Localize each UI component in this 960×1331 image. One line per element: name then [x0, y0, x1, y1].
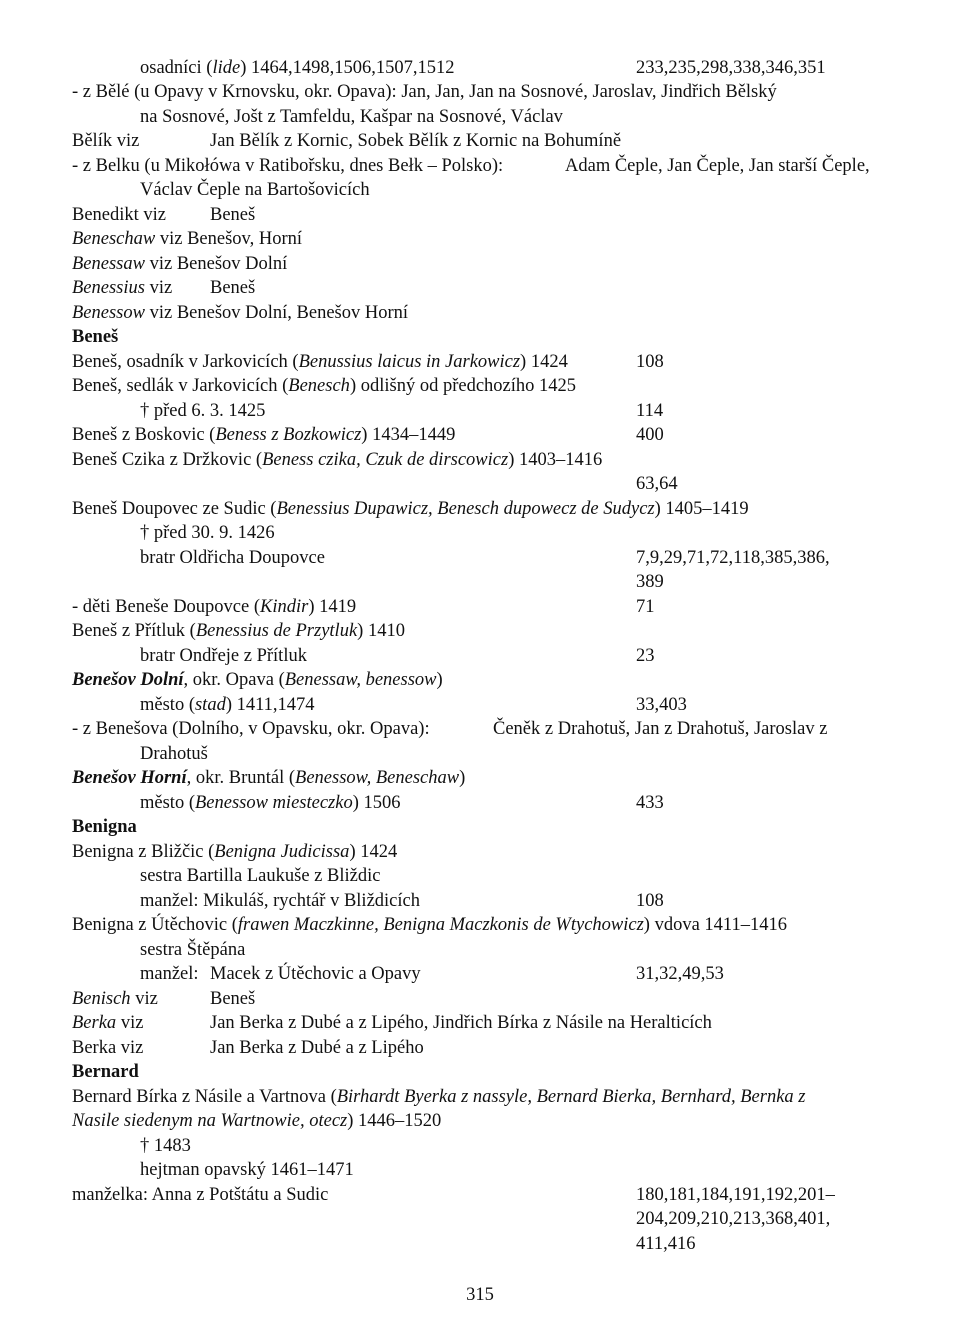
page-refs: 33,403	[636, 695, 687, 715]
cross-reference: Jan Bělík z Kornic, Sobek Bělík z Kornic na Bohumíně	[210, 131, 622, 151]
entry-osadnici: osadníci (lide) 1464,1498,1506,1507,1512	[140, 58, 455, 78]
relation-note: manželka: Anna z Potštátu a Sudic	[72, 1185, 329, 1205]
cross-reference: Beneš	[210, 989, 256, 1009]
town-note: město (stad) 1411,1474	[140, 695, 315, 715]
entry-benes-pritluk: Beneš z Přítluk (Benessius de Przytluk) 1410	[72, 621, 405, 641]
cross-reference: Beneš	[210, 278, 256, 298]
page-refs: 71	[636, 597, 655, 617]
entry-benedikt: Benedikt viz	[72, 205, 167, 225]
entry-beneschaw: Beneschaw viz Benešov, Horní	[72, 229, 303, 249]
entry-names: Čeněk z Drahotuš, Jan z Drahotuš, Jaroslav z	[493, 719, 828, 739]
entry-z-benesova: - z Benešova (Dolního, v Opavsku, okr. Opava):	[72, 719, 430, 739]
town-note: město (Benessow miesteczko) 1506	[140, 793, 401, 813]
entry-bernard-birka: Bernard Bírka z Násile a Vartnova (Birhardt Byerka z nassyle, Bernard Bierka, Bernhard, Bernka z	[72, 1087, 806, 1107]
entry-benessaw: Benessaw viz Benešov Dolní	[72, 254, 288, 274]
page-refs: 411,416	[636, 1234, 696, 1254]
entry-benigna-blizcic: Benigna z Bližčic (Benigna Judicissa) 1424	[72, 842, 398, 862]
death-note: † 1483	[140, 1136, 191, 1156]
entry-continuation: na Sosnové, Jošt z Tamfeldu, Kašpar na Sosnové, Václav	[140, 107, 563, 127]
section-heading: Benigna	[72, 817, 137, 837]
cross-reference: Jan Berka z Dubé a z Lipého, Jindřich Bírka z Násile na Heralticích	[210, 1013, 712, 1033]
relation-label: manžel:	[140, 964, 199, 984]
entry-berka: Berka viz	[72, 1038, 144, 1058]
page-refs: 433	[636, 793, 664, 813]
entry-belik: Bělík viz	[72, 131, 140, 151]
cross-reference: Beneš	[210, 205, 256, 225]
entry-benes-boskovic: Beneš z Boskovic (Beness z Bozkowicz) 1434–1449	[72, 425, 456, 445]
relation-note: manžel: Mikuláš, rychtář v Bliždicích	[140, 891, 420, 911]
entry-benesov-horni: Benešov Horní, okr. Bruntál (Benessow, Beneschaw)	[72, 768, 466, 788]
page-refs: 233,235,298,338,346,351	[636, 58, 826, 78]
entry-names: Adam Čeple, Jan Čeple, Jan starší Čeple,	[565, 156, 870, 176]
entry-benigna-utechovic: Benigna z Útěchovic (frawen Maczkinne, Benigna Maczkonis de Wtychowicz) vdova 1411–1416	[72, 915, 787, 935]
entry-benes-doupovec: Beneš Doupovec ze Sudic (Benessius Dupawicz, Benesch dupowecz de Sudycz) 1405–1419	[72, 499, 749, 519]
relation-note: bratr Ondřeje z Přítluk	[140, 646, 307, 666]
page-refs: 108	[636, 891, 664, 911]
entry-z-belku: - z Belku (u Mikołówa v Ratibořsku, dnes Bełk – Polsko):	[72, 156, 504, 176]
death-note: † před 6. 3. 1425	[140, 401, 266, 421]
page-refs: 63,64	[636, 474, 678, 494]
entry-deti-benese: - děti Beneše Doupovce (Kindir) 1419	[72, 597, 357, 617]
page-refs: 108	[636, 352, 664, 372]
death-note: † před 30. 9. 1426	[140, 523, 275, 543]
relation-note: bratr Oldřicha Doupovce	[140, 548, 325, 568]
entry-benesov-dolni: Benešov Dolní, okr. Opava (Benessaw, benessow)	[72, 670, 443, 690]
page-number: 315	[466, 1285, 494, 1305]
entry-benes-sedlak: Beneš, sedlák v Jarkovicích (Benesch) odlišný od předchozího 1425	[72, 376, 577, 396]
relation-note: sestra Bartilla Laukuše z Bliždic	[140, 866, 381, 886]
entry-continuation: Drahotuš	[140, 744, 208, 764]
page-refs: 114	[636, 401, 664, 421]
entry-benes-czika: Beneš Czika z Držkovic (Beness czika, Czuk de dirscowicz) 1403–1416	[72, 450, 603, 470]
entry-benisch: Benisch viz	[72, 989, 158, 1009]
page-refs: 180,181,184,191,192,201–	[636, 1185, 835, 1205]
page-refs: 23	[636, 646, 655, 666]
page-refs: 389	[636, 572, 664, 592]
entry-benessius: Benessius viz	[72, 278, 173, 298]
page-refs: 204,209,210,213,368,401,	[636, 1209, 831, 1229]
section-heading: Beneš	[72, 327, 119, 347]
page-refs: 31,32,49,53	[636, 964, 724, 984]
relation-note: Macek z Útěchovic a Opavy	[210, 964, 421, 984]
entry-benes-osadnik: Beneš, osadník v Jarkovicích (Benussius laicus in Jarkowicz) 1424	[72, 352, 568, 372]
entry-benessow: Benessow viz Benešov Dolní, Benešov Horní	[72, 303, 409, 323]
entry-berka-italic: Berka viz	[72, 1013, 144, 1033]
section-heading: Bernard	[72, 1062, 139, 1082]
entry-continuation: Václav Čeple na Bartošovicích	[140, 180, 370, 200]
cross-reference: Jan Berka z Dubé a z Lipého	[210, 1038, 424, 1058]
office-note: hejtman opavský 1461–1471	[140, 1160, 354, 1180]
page-refs: 7,9,29,71,72,118,385,386,	[636, 548, 830, 568]
page-refs: 400	[636, 425, 664, 445]
relation-note: sestra Štěpána	[140, 940, 246, 960]
entry-z-bele: - z Bělé (u Opavy v Krnovsku, okr. Opava): Jan, Jan, Jan na Sosnové, Jaroslav, Jindřich Bělský	[72, 82, 777, 102]
entry-continuation: Nasile siedenym na Wartnowie, otecz) 1446–1520	[72, 1111, 442, 1131]
